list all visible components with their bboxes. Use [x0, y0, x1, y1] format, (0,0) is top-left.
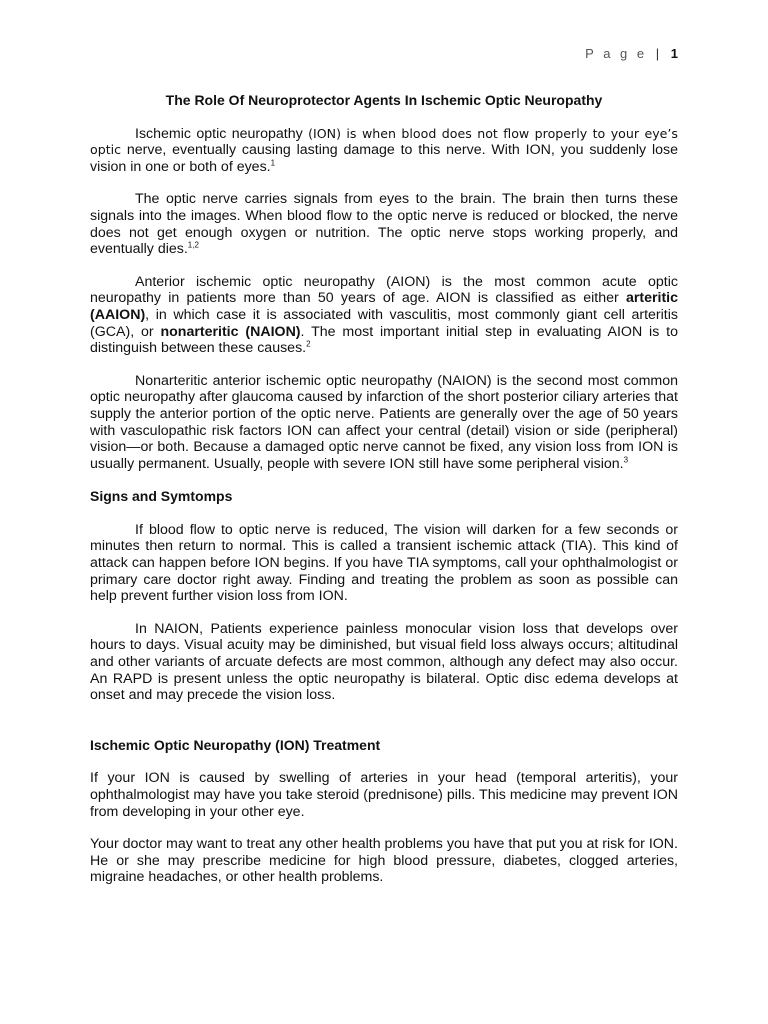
p1-alt-font-text: (ION) is when blood does not flow properly to your eye’s optic [90, 125, 678, 158]
page-label: P a g e [585, 46, 648, 61]
document-body [90, 92, 678, 902]
paragraph-ion-definition [90, 126, 678, 176]
p2-text: The optic nerve carries signals from eyes to the brain. The brain then turns these signals into the images. When blood flow to the optic nerve is reduced or blocked, the nerve does not get enough oxygen or nutrition. The optic nerve stops working properly, and eventually dies. [90, 191, 678, 258]
paragraph-optic-nerve [90, 191, 678, 257]
paragraph-naion-symptoms: In NAION, Patients experience painless monocular vision loss that develops over hours to days. Visual acuity may be diminished, but visual field loss always occurs; altitudinal and other variants of arcuate defects are most common, although any defect may also occur. An RAPD is present unless the optic neuropathy is bilateral. Optic disc edema develops at onset and may precede the vision loss. [90, 620, 678, 704]
p3-text-c: , in which case it is associated with vasculitis, most commonly giant cell arteritis (GCA), or [90, 306, 678, 340]
paragraph-treatment-steroids: If your ION is caused by swelling of arteries in your head (temporal arteritis), your ophthalmologist may have you take steroid (prednisone) pills. This medicine may prevent ION from developing in your other eye. [90, 770, 678, 820]
citation-ref: 3 [623, 454, 629, 464]
citation-ref: 1 [270, 158, 276, 168]
document-title: The Role Of Neuroprotector Agents In Ischemic Optic Neuropathy [165, 92, 603, 108]
citation-ref: 2 [306, 339, 311, 349]
paragraph-aion [90, 274, 678, 357]
paragraph-treatment-other: Your doctor may want to treat any other health problems you have that put you at risk for ION. He or she may prescribe medicine for high blood pressure, diabetes, clogged arteries, migraine headaches, or other health problems. [90, 836, 678, 886]
section-heading-treatment: Ischemic Optic Neuropathy (ION) Treatment [90, 736, 381, 753]
section-heading-signs: Signs and Symtomps [90, 488, 233, 505]
p1-rest-text: nerve, eventually causing lasting damage to this nerve. With ION, you suddenly lose vision in one or both of eyes. [90, 142, 678, 175]
citation-ref: 1,2 [187, 240, 199, 250]
p3-text-a: Anterior ischemic optic neuropathy (AION) is the most common acute optic neuropathy in patients more than 50 years of age. AION is classified as either [90, 273, 678, 307]
term-arteritic: arteritic (AAION) [90, 290, 678, 323]
page-separator: | [655, 46, 663, 61]
paragraph-tia: If blood flow to optic nerve is reduced, The vision will darken for a few seconds or minutes then return to normal. This is called a transient ischemic attack (TIA). This kind of attack can happen before ION begins. If you have TIA symptoms, call your ophthalmologist or primary care doctor right away. Finding and treating the problem as soon as possible can help prevent further vision loss from ION. [90, 521, 678, 605]
p4-text: Nonarteritic anterior ischemic optic neuropathy (NAION) is the second most common optic neuropathy after glaucoma caused by infarction of the short posterior ciliary arteries that supply the anterior portion of the optic nerve. Patients are generally over the age of 50 years with vasculopathic risk factors ION can affect your central (detail) vision or side (peripheral) vision—or both. Because a damaged optic nerve cannot be fixed, any vision loss from ION is usually permanent. Usually, people with severe ION still have some peripheral vision. [90, 372, 678, 472]
p3-text-e: . The most important initial step in evaluating AION is to distinguish between these causes. [90, 323, 678, 357]
p1-lead-text: Ischemic optic neuropathy [135, 125, 309, 142]
page-number: 1 [670, 46, 678, 61]
paragraph-naion [90, 373, 678, 473]
page-header [585, 46, 678, 61]
term-nonarteritic: nonarteritic (NAION) [160, 323, 301, 340]
